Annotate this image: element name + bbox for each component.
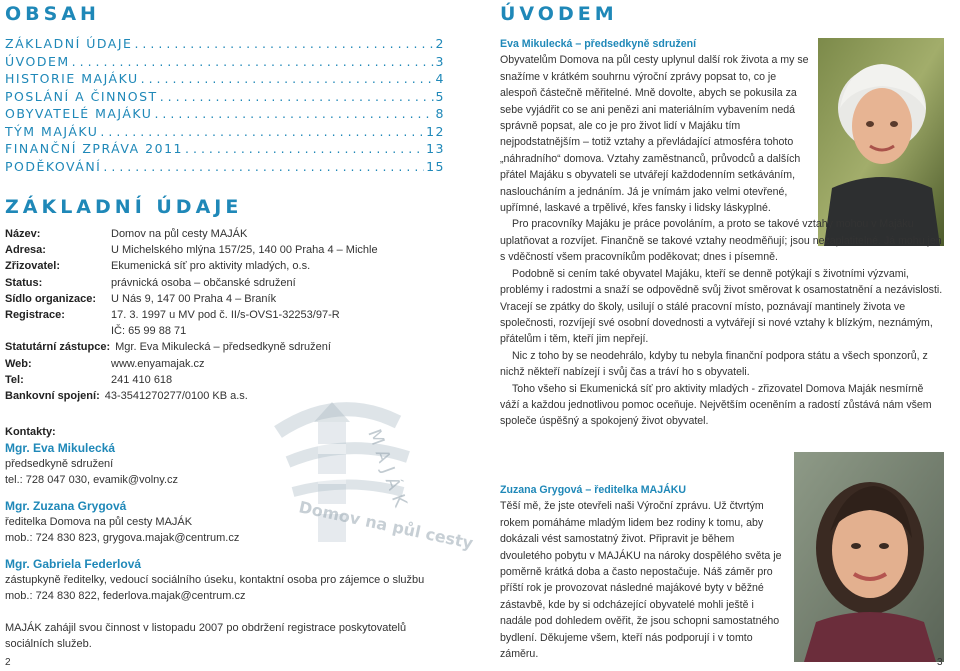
fact-label: Zřizovatel: [5, 260, 61, 273]
fact-row [5, 339, 445, 355]
watermark-word-majak: MAJÁK [363, 426, 413, 516]
fact-value[interactable]: www.enyamajak.cz [111, 357, 205, 370]
contact-name: Mgr. Gabriela Federlová [5, 557, 142, 571]
fact-row [5, 258, 445, 274]
fact-row [5, 226, 445, 242]
toc-dot-leader [154, 106, 433, 121]
fact-value: Mgr. Eva Mikulecká – předsedkyně sdružení [115, 341, 331, 354]
article-paragraph: Nic z toho by se neodehrálo, kdyby tu nebyla finanční podpora státu a všech sponzorů, z nichž někteří nabízejí i svůj čas a tráví ho s obyvateli. [500, 349, 928, 379]
contact-name: Mgr. Zuzana Grygová [5, 499, 127, 513]
toc-page: 2 [435, 36, 445, 51]
toc-label: ZÁKLADNÍ ÚDAJE [5, 36, 133, 51]
toc-label: FINANČNÍ ZPRÁVA 2011 [5, 141, 183, 156]
toc-item[interactable] [5, 36, 445, 54]
fact-value: Domov na půl cesty MAJÁK [111, 228, 248, 240]
toc-item[interactable] [5, 141, 445, 159]
contact-role: zástupkyně ředitelky, vedoucí sociálního úseku, kontaktní osoba pro zájemce o službu [5, 574, 425, 586]
closing-note: MAJÁK zahájil svou činnost v listopadu 2007 po obdržení registrace poskytovatelů sociálních služeb. [5, 622, 407, 650]
contact-role: předsedkyně sdružení [5, 458, 114, 470]
fact-row [5, 356, 445, 372]
fact-value: U Michelského mlýna 157/25, 140 00 Praha 4 – Michle [111, 244, 378, 257]
contact-card [5, 440, 455, 488]
fact-value: 43-3541270277/0100 KB a.s. [104, 390, 248, 403]
article-zuzana [500, 482, 784, 662]
article-paragraph: Těší mě, že jste otevřeli naši Výroční zprávu. Už čtvrtým rokem pomáháme mladým lidem bez rodiny k tomu, aby dokázali vést samostatný život. Připravit je během dvouletého pobytu v MAJÁKU na nároky dospělého světa je poměrně krátká doba a často nepostačuje. Náš záměr pro příští rok je provozovat následné majákové byty v běžné zástavbě, kde by si odcházející obyvatelé mohli ještě i nadále pod dohledem ověřit, že jsou schopni samostatného bydlení. Děkujeme všem, kteří nás podporují i v tomto záměru. [500, 500, 782, 661]
toc-label: HISTORIE MAJÁKU [5, 71, 139, 86]
fact-value: 241 410 618 [111, 373, 173, 386]
fact-value: Ekumenická síť pro aktivity mladých, o.s. [111, 260, 311, 273]
contact-card [5, 556, 455, 604]
basic-data-table [5, 226, 445, 404]
toc-dot-leader [160, 89, 434, 104]
toc-item[interactable] [5, 124, 445, 142]
toc-label: POSLÁNÍ A ČINNOST [5, 88, 158, 104]
fact-value: právnická osoba – občanské sdružení [111, 276, 296, 289]
toc-page: 5 [435, 88, 445, 104]
toc-item[interactable] [5, 89, 445, 107]
toc-item[interactable] [5, 54, 445, 72]
page-number-right: 3 [937, 657, 943, 668]
fact-label: Statutární zástupce: [5, 341, 111, 354]
toc-page: 15 [426, 158, 445, 174]
toc-label: ÚVODEM [5, 53, 70, 69]
toc-label: PODĚKOVÁNÍ [5, 158, 102, 174]
toc-dot-leader [134, 36, 433, 51]
contact-phone[interactable]: mob.: 724 830 823, grygova.majak@centrum.cz [5, 532, 240, 544]
fact-row [5, 275, 445, 291]
article-eva [500, 36, 945, 430]
zakladni-udaje-title: ZÁKLADNÍ ÚDAJE [5, 196, 243, 218]
fact-row [5, 372, 445, 388]
photo-zuzana-grygova [794, 452, 944, 662]
fact-label: Sídlo organizace: [5, 292, 97, 305]
contact-phone[interactable]: mob.: 724 830 822, federlova.majak@centrum.cz [5, 590, 246, 602]
fact-label: Status: [5, 276, 43, 289]
article-paragraph: Pro pracovníky Majáku je práce povoláním, a proto se takové vztahy mohou v Majáku uplatňovat a rozvíjet. Finančně se takové vztahy neodměňují; jsou nezaplatitelné. Já mohu jen s vděčností všem pracovníkům poděkovat; dnes i písemně. [500, 218, 942, 264]
fact-label: Adresa: [5, 244, 46, 257]
article-paragraph: Obyvatelům Domova na půl cesty uplynul další rok života a my se snažíme v krátkém souhrnu výroční zprávy popsat to, co je alespoň částečně měřitelné. Mně dovolte, abych se pokusila za sebe vyjádřit co se ani penězi ani materiálním vybavením nedá správně popsat, ale co je pro život lidí v Majáku tím nejpodstatnějším – totiž vztahy a převládající atmosféra tohoto „náhradního“ domova. Vztahy zaměstnanců, průvodců a dalších přátel Majáku s obyvateli se utvářejí každodenním setkáváním, nasloucháním a jednáním. Já je vnímám jako velmi otevřené, upřímné, laskavé a trpělivé, křes fansky i lidsky láskyplné. [500, 54, 809, 215]
fact-value: U Nás 9, 147 00 Praha 4 – Braník [111, 292, 277, 305]
page-number-left: 2 [5, 657, 11, 668]
fact-row [5, 291, 445, 307]
toc-label: OBYVATELÉ MAJÁKU [5, 106, 153, 121]
toc-page: 12 [426, 123, 445, 139]
fact-row [5, 323, 445, 339]
toc-page: 4 [435, 71, 445, 86]
fact-row [5, 307, 445, 323]
article-paragraph: Toho všeho si Ekumenická síť pro aktivity mladých - zřizovatel Domova Maják nesmírně váží a každou jednotlivou pomoc oceňuje. Největším oceněním a radostí zůstává nám všem společe úspěšný a spokojený život obyvatel. [500, 382, 932, 428]
article-heading: Eva Mikulecká – předsedkyně sdružení [500, 38, 697, 50]
toc-page: 13 [426, 141, 445, 156]
uvodem-title: ÚVODEM [500, 3, 618, 25]
toc-item[interactable] [5, 159, 445, 177]
fact-value: 17. 3. 1997 u MV pod č. II/s-OVS1-32253/97-R [111, 309, 340, 322]
fact-label: Tel: [5, 373, 24, 386]
toc-label: TÝM MAJÁKU [5, 123, 99, 139]
toc-item[interactable] [5, 106, 445, 124]
contact-phone[interactable]: tel.: 728 047 030, evamik@volny.cz [5, 474, 178, 486]
fact-row [5, 388, 445, 404]
article-heading: Zuzana Grygová – ředitelka MAJÁKU [500, 484, 687, 496]
toc-dot-leader [141, 71, 434, 86]
right-page [480, 0, 960, 671]
fact-label: Název: [5, 228, 41, 240]
article-paragraph: Podobně si cením také obyvatel Majáku, kteří se denně potýkají s životními výzvami, problémy i radostmi a snaží se odpovědně svůj život směrovat k osamostatnění a nezávislosti. Vracejí se zpátky do školy, usilují o stálé pracovní místo, poznávají mantinely života ve společnosti, rozvíjejí své osobní dovednosti a vytvářejí si nové vztahy k blízkým, neznámým, přátelům i těm, kteří jim nepřejí. [500, 267, 943, 346]
fact-label: Bankovní spojení: [5, 390, 100, 403]
obsah-title: OBSAH [5, 3, 100, 25]
toc-dot-leader [100, 124, 424, 139]
contacts-heading: Kontakty: [5, 426, 56, 438]
contact-name: Mgr. Eva Mikulecká [5, 441, 116, 455]
toc-dot-leader [103, 159, 424, 174]
contact-card [5, 498, 455, 546]
contact-role: ředitelka Domova na půl cesty MAJÁK [5, 516, 193, 528]
contacts-section [5, 424, 455, 608]
toc-dot-leader [185, 141, 424, 156]
fact-value: IČ: 65 99 88 71 [111, 325, 187, 338]
toc-dot-leader [72, 54, 434, 69]
fact-row [5, 242, 445, 258]
toc-page: 3 [435, 53, 445, 69]
watermark-word-domov: Domov na půl cesty [297, 497, 475, 553]
toc-item[interactable] [5, 71, 445, 89]
fact-label [5, 323, 111, 339]
fact-label: Registrace: [5, 309, 65, 322]
toc-page: 8 [435, 106, 445, 121]
table-of-contents [5, 36, 445, 176]
fact-label: Web: [5, 357, 32, 370]
